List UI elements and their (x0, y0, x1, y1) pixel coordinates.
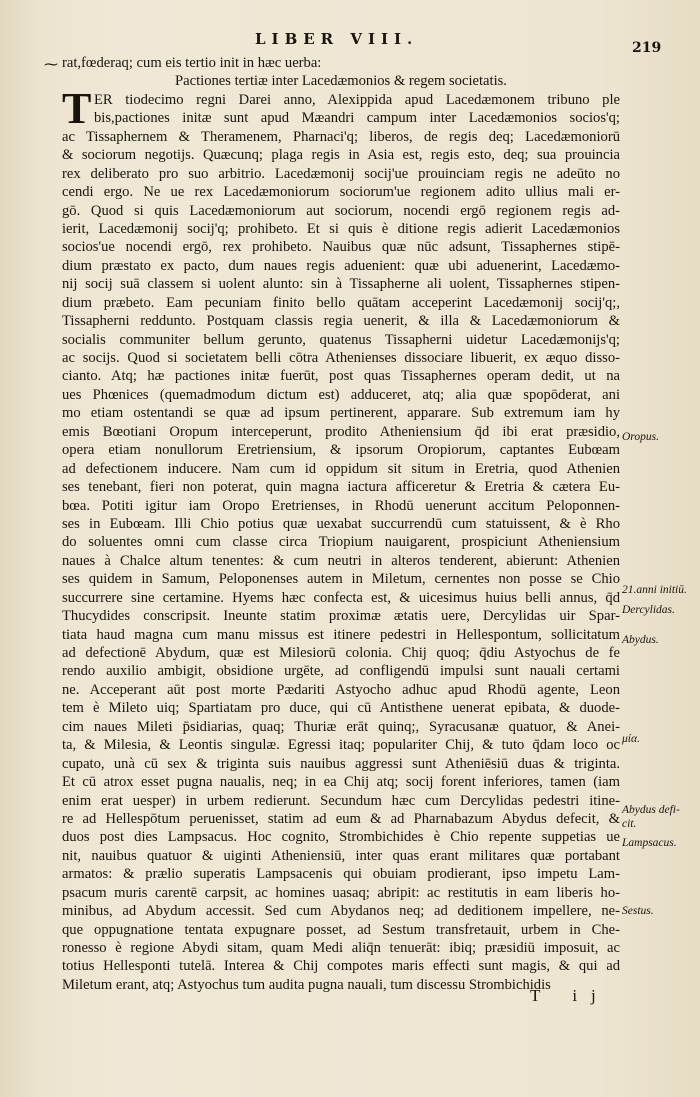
text-line: ses in Eubœam. Illi Chio potius quæ uexabat succurrendū cum statuissent, & è Rho (62, 515, 620, 532)
text-line: re ad Hellespōtum peruenisset, statim ad eum & ad Pharnabazum Abydus defecit, & (62, 810, 620, 827)
page-number: 219 (632, 40, 662, 56)
running-head: LIBER VIII. (255, 30, 419, 48)
text-line: dium præstato ex pacto, dum naues regis aduenient: quæ ubi aduenerint, Lacedæmo- (62, 257, 620, 274)
text-line: armatos: & prælio superatis Lampsacenis qui obuiam prodierant, ipso impetu Lam- (62, 866, 620, 883)
text-line: cianto. Atq; hæ pactiones initæ fuerūt, post quas Tissaphernes operam dedit, ut na (62, 368, 620, 385)
margin-note-cit: cit. (622, 818, 637, 830)
text-line: rat,fœderaq; cum eis tertio init in hæc uerba: (62, 55, 322, 71)
margin-note-dercylidas: Dercylidas. (622, 604, 675, 616)
text-line: Et cū atrox esset pugna naualis, neq; in ea Chij atq; socij forent inferiores, tamen (iam (62, 774, 620, 791)
text-line: socios'ue nocendi ergō, rex prohibeto. Nauibus quæ nūc adsunt, Tissaphernes stipē- (62, 239, 620, 256)
text-line: ac Tissaphernem & Theramenem, Pharnaci'q; liberos, de regis deq; Lacedæmoniorū (62, 128, 620, 145)
margin-note-sestus: Sestus. (622, 905, 654, 917)
margin-note-mia: μία. (622, 733, 640, 745)
text-line: ses quidem in Samum, Peloponenses autem in Miletum, cernentes non posse se Chio (62, 571, 620, 588)
text-line: bis,pactiones initæ sunt apud Mæandri campum inter Lacedæmonios socios'q; (94, 110, 620, 127)
text-block (62, 54, 620, 994)
text-line: ad defectionem inducere. Nam cum id oppidum sit situm in Eretria, quod Athenien (62, 460, 620, 477)
text-line: rendo auxilio ambigit, obsidione urgēte, ad confligendū impulsi sunt nauali certami (62, 663, 620, 680)
text-line: emis Bœotiani Oropum interceperunt, prodito Atheniensium q̄d ibi erat præsidio, (62, 423, 620, 440)
page-footer (0, 986, 700, 1016)
text-line: opera etiam nonullorum Eretriensium, & ipsorum Oropiorum, captantes Eubœam (62, 442, 620, 459)
text-line: socialis communiter bellum gerunto, quatenus Tissapherni uidetur Lacedæmonijs'q; (62, 331, 620, 348)
margin-note-oropus: Oropus. (622, 431, 659, 443)
text-line: Tissapherni reddunto. Postquam classis regia uenerit, & illa & Lacedæmoniorum & (62, 313, 620, 330)
text-line: ne. Acceperant aūt post morte Pædariti Astyocho adhuc apud Rhodū agente, Leon (62, 681, 620, 698)
text-line: que oppugnatione tentata expugnare posset, ad Sestum transfretauit, urbem in Che- (62, 921, 620, 938)
text-line: bœa. Potiti igitur iam Oropo Eretrienses, in Rhodū uenerunt accitum Peloponnen- (62, 497, 620, 514)
text-line: dium præbeto. Eam pecuniam finito bello quātam acceperint Lacedæmonij socij'q;, (62, 294, 620, 311)
text-line: mo etiam ostentandi se quæ ad ipsum pertinerent, apparare. Sub extremum iam hy (62, 405, 620, 422)
text-line: Miletum erant, atq; Astyochus tum audita pugna nauali, tum discessu Strombichidis (62, 976, 551, 993)
signature-mark: T ij (530, 986, 610, 1005)
text-line: tem è Mileto uiq; Spartiatam pro duce, qui cū Antisthene uenerat epibata, & duode- (62, 700, 620, 717)
text-line: totius Hellesponti tutelā. Interea & Chij compotes maris effecti sunt magis, & qui ad (62, 958, 620, 975)
text-line: ad defectionē Abydum, quæ est Milesiorū colonia. Chij quoq; q̄diu Astyochus de fe (62, 645, 620, 661)
margin-note-lampsacus: Lampsacus. (622, 837, 677, 849)
text-line: minibus, ad Abydum accessit. Sed cum Abydanos neq; ad deditionem impellere, ne- (62, 903, 620, 920)
text-line: Thucydides conscripsit. Ineunte statim proximæ ætatis uere, Dercylidas uir Spar- (62, 608, 620, 625)
text-line: ses tenebant, fieri non poterat, quin magna iactura afficeretur & Eretria & cætera Eu- (62, 479, 620, 496)
text-line: ues Phœnices (quemadmodum dictum est) adduceret, atq; alia quæ spopōderat, ani (62, 386, 620, 403)
text-line: nit, nauibus quatuor & uiginti Atheniensiū, inter quas erant militares quæ portabant (62, 847, 620, 864)
text-line: ac socijs. Quod si societatem belli cōtra Athenienses dissociare libuerit, ex æquo disso- (62, 350, 620, 366)
text-line: do soluentes omni cum classe circa Triopium nauigarent, prospiciunt Atheniensium (62, 534, 620, 551)
text-line: nij socij suā classem si uolent alunto: sin à Tissapherne ali uolent, Tissaphernes stipen- (62, 276, 620, 293)
text-line: tiata haud magna cum manu missus est itinere pedestri in Hellespontum, sollicitatum (62, 626, 620, 643)
paragraph-mark-icon: ⁓ (44, 57, 58, 73)
text-line: duos post dies Lampsacus. Hoc cognito, Strombichides è Chio repente suppetias ue (62, 829, 620, 846)
text-line: cim naues Mileti p̄sidiarias, quaq; Thuriæ erāt quinq;, Syracusanæ quatuor, & Anei- (62, 718, 620, 735)
text-line: psacum muris carentē carpsit, ac homines uasaq; abripit: ac restitutis in eam liberis ho- (62, 884, 620, 901)
text-line: & sociorum negotijs. Quæcunq; plaga regis in Asia est, regis esto, deq; sua prouincia (62, 147, 620, 164)
drop-cap: T (62, 84, 92, 133)
page-header (0, 30, 700, 54)
text-line: ER tiodecimo regni Darei anno, Alexippida apud Lacedæmonem tribuno ple (94, 91, 620, 108)
text-line: ronesso è regione Abydi sitam, quam Medi aliq̄n tenuerāt: ibiq; præsidiū imposuit, ac (62, 940, 620, 956)
margin-note-abydus: Abydus. (622, 634, 659, 646)
text-line: succurrere sine certamine. Hyems hæc confecta est, & uicesimus huius belli annus, q̄d (62, 589, 620, 606)
section-heading: Pactiones tertiæ inter Lacedæmonios & regem societatis. (175, 73, 507, 90)
margin-note-anni-initium: 21.anni initiū. (622, 584, 687, 596)
margin-note-abydus-deficit: Abydus defi- (622, 804, 680, 816)
text-line: ierit, Lacedæmonij socij'q; prohibeto. Et si quis è ditione regis adierit Lacedæmonios (62, 220, 620, 237)
text-line: rex deliberato pro suo arbitrio. Lacedæmonij socij'ue prouinciam regis ne adeūto no (62, 165, 620, 182)
text-line: enim erat uesper) in urbem redierunt. Secundum hæc cum Dercylidas pedestri itine- (62, 792, 620, 809)
text-line: cupato, unà cū sex & triginta suis nauibus aggressi sunt Atheniēsiū duas & triginta. (62, 755, 620, 772)
text-line: naues à Chalce altum tenentes: & cum neutri in alteros tenderent, abierunt: Athenien (62, 552, 620, 569)
text-line: ta, & Milesia, & Leontis singulæ. Egressi itaq; populariter Chij, & tuto q̄dam loco oc (62, 737, 620, 754)
text-line: gō. Quod si quis Lacedæmoniorum aut sociorum, nocendi ergō regionem regis ad- (62, 202, 620, 219)
text-line: cendi ergo. Ne ue rex Lacedæmoniorum sociorum'ue regionem adito ullius mali er- (62, 184, 620, 201)
